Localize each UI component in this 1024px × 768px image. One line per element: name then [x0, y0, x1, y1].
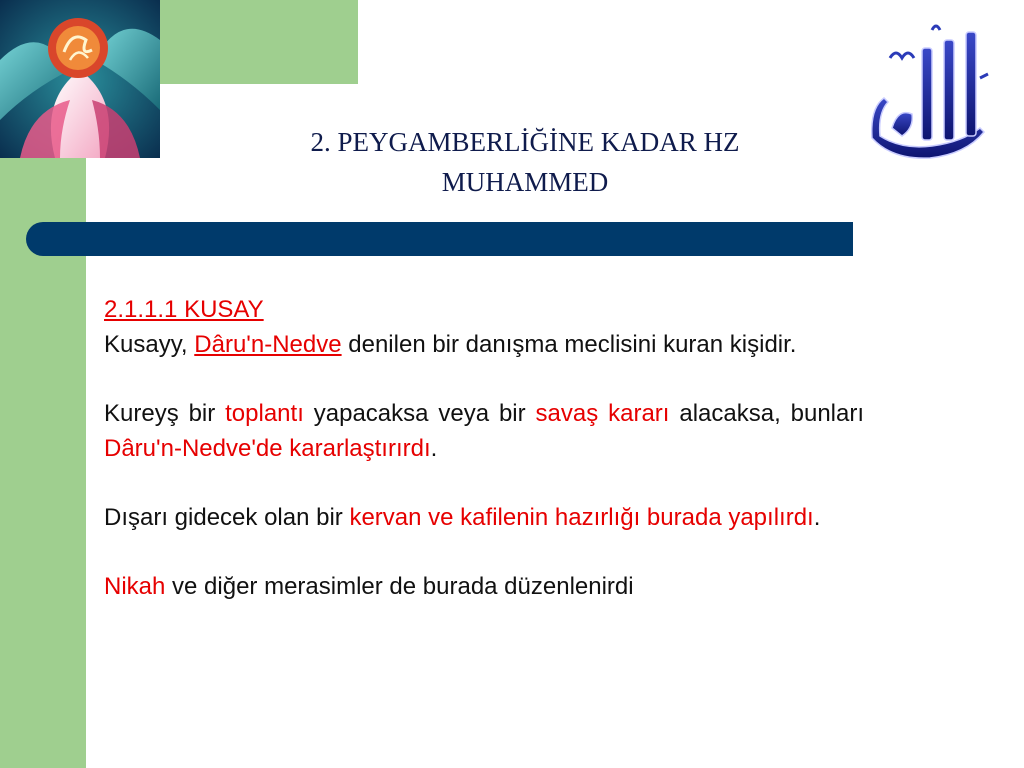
p2-text-1: Kureyş bir: [104, 400, 226, 427]
paragraph-4: [104, 569, 864, 604]
p3-text-2: .: [813, 504, 821, 531]
p2-text-4: .: [430, 435, 438, 462]
slide-body: [104, 292, 864, 604]
p2-highlight-3: Dâru'n-Nedve'de kararlaştırırdı: [104, 435, 431, 462]
p2-highlight-1: toplantı: [225, 400, 304, 427]
p2-text-3: alacaksa, bunları: [669, 400, 865, 427]
daru-n-nedve-link[interactable]: Dâru'n-Nedve: [194, 331, 342, 358]
p2-text-2: yapacaksa veya bir: [303, 400, 536, 427]
slide-title: [180, 122, 870, 202]
p4-text-1: ve diğer merasimler de burada düzenlenirdi: [165, 573, 634, 600]
paragraph-3: [104, 500, 864, 535]
title-line-2: MUHAMMED: [441, 167, 609, 197]
p3-text-1: Dışarı gidecek olan bir: [104, 504, 350, 531]
allah-calligraphy-image: [862, 18, 1002, 168]
title-divider-bar: [26, 222, 853, 256]
p2-highlight-2: savaş kararı: [535, 400, 670, 427]
p1-text-2: denilen bir danışma meclisini kuran kişidir.: [341, 331, 797, 358]
p3-highlight-1: kervan ve kafilenin hazırlığı burada yapılırdı: [349, 504, 814, 531]
title-line-1: 2. PEYGAMBERLİĞİNE KADAR HZ: [310, 127, 740, 157]
section-heading: 2.1.1.1 KUSAY: [104, 296, 264, 323]
paragraph-2: [104, 396, 864, 466]
p4-highlight-1: Nikah: [104, 573, 166, 600]
corner-artwork-image: [0, 0, 160, 158]
paragraph-1: [104, 327, 864, 362]
p1-text-1: Kusayy,: [104, 331, 195, 358]
